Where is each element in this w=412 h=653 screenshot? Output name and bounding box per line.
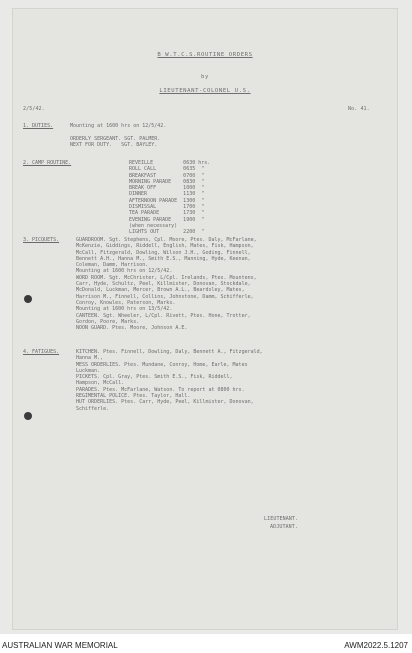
document-by: by <box>201 74 209 80</box>
document-subtitle: LIEUTENANT-COLONEL U.S. <box>159 88 251 94</box>
punch-hole <box>24 295 32 303</box>
section-body-picquets: GUARDROOM. Sgt. Stephens, Cpl. Moore, Ptes. Daly, McFarlane, McKenzie, Giddings, Riddell, English, Mates, Fisk, Hampson, McCall, Fitzgerald, Dowling, Wilson J.H., Goding, Finnell, Bennett A.H., Hanna M., Smith E.S., Manning, Hyde, Keenan, Coleman, Damm, Harrison. Mounting at 1600 hrs on 12/5/42. WORD ROOM. Sgt. McChrister, L/Cpl. Irelands, Ptes. Mountens, Carr, Hyde, Schultz, Peel, Killmister, Donovan, Stockdale, McDonald, Luckman, Mercer, Brown A.L., Beardsley, Mates, Harrison M., Finnell, Collins, Johnstone, Damm, Schifferle, Conroy, Knowles, Paterson, Marks. Mounting at 1600 hrs on 13/5/42. CANTEEN. Sgt. Wheeler, L/Cpl. Rivett, Ptes. Hone, Trotter, Gordon, Poore, Marks. NOON GUARD. Ptes. Moore, Johnson A.E. <box>76 237 257 332</box>
document-sheet <box>12 8 398 630</box>
document-title: B W.T.C.S.ROUTINE ORDERS <box>157 52 253 58</box>
document-date: 2/5/42. <box>23 106 45 112</box>
section-label-duties: 1. DUTIES. <box>23 123 54 129</box>
footer-institution: AUSTRALIAN WAR MEMORIAL <box>2 641 118 650</box>
signature-role: ADJUTANT. <box>270 524 298 530</box>
section-label-camp-routine: 2. CAMP ROUTINE. <box>23 160 72 166</box>
section-body-duties: Mounting at 1600 hrs on 12/5/42. ORDERLY SERGEANT. SGT. PALMER. NEXT FOR DUTY. SGT. BAYLEY. <box>70 123 167 148</box>
section-body-fatigues: KITCHEN. Ptes. Finnell, Dowling, Daly, Bennett A., Fitzgerald, Hanna M., MESS ORDERLIES. Ptes. Mundane, Conroy, Home, Earle, Mates Luckman. PICKETS. Cpl. Gray, Ptes. Smith E.S., Fisk, Riddell, Hampson, McCall. PARADES. Ptes. McFarlane, Watson. To report at 0800 hrs. REGIMENTAL POLICE. Ptes. Taylor, Hall. HUT ORDERLIES. Ptes. Carr, Hyde, Peel, Killmister, Donovan, Schifferle. <box>76 349 263 412</box>
footer-accession-number: AWM2022.5.1207 <box>344 641 408 650</box>
punch-hole <box>24 412 32 420</box>
signature-title: LIEUTENANT. <box>264 516 299 522</box>
section-body-camp-routine: REVEILLE 0630 hrs. ROLL CALL 0635 " BREAKFAST 0700 " MORNING PARADE 0830 " BREAK OFF 1000 " DINNER 1130 " AFTERNOON PARADE 1300 " DISMISSAL 1700 " TEA PARADE 1730 " EVENING PARADE 1900 " (when necessary) LIGHTS OUT 2200 " <box>129 160 211 236</box>
document-number: No. 41. <box>348 106 370 112</box>
section-label-fatigues: 4. FATIGUES. <box>23 349 60 355</box>
section-label-picquets: 3. PICQUETS. <box>23 237 60 243</box>
footer-bar <box>0 634 412 653</box>
